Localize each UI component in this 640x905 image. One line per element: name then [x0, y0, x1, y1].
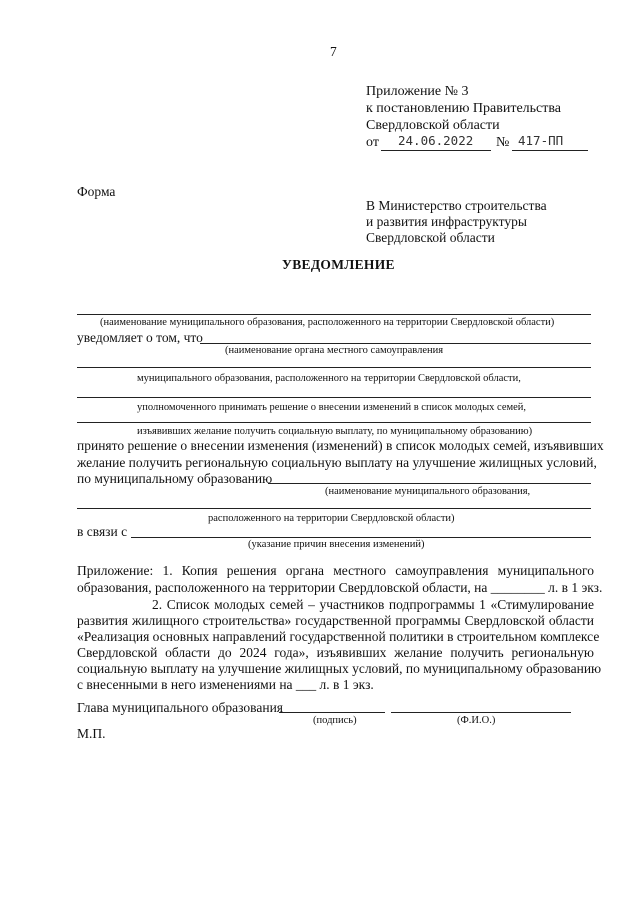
authority-field-line: [200, 343, 591, 344]
reason-field-line: [131, 537, 591, 538]
addressee-line1: В Министерство строительства: [366, 198, 547, 213]
attachment-2-line-4: Свердловской области до 2024 года», изъявивших желание получить региональную: [77, 645, 594, 660]
head-label: Глава муниципального образования: [77, 700, 284, 715]
appendix-number: 417-ПП: [518, 133, 564, 148]
date-underline: [381, 150, 491, 151]
hint-authority-families: изъявивших желание получить социальную выплату, по муниципальному образованию): [137, 426, 533, 437]
authority-field-line-4: [77, 422, 591, 423]
appendix-line3: Свердловской области: [366, 118, 500, 133]
hint-decision-territory: расположенного на территории Свердловской области): [208, 513, 455, 524]
hint-authority-territory: муниципального образования, расположенного на территории Свердловской области,: [137, 373, 521, 384]
decision-municipality-line: [268, 483, 591, 484]
hint-full-name: (Ф.И.О.): [457, 715, 496, 726]
attachment-2-line-5: социальную выплату на улучшение жилищных условий, по муниципальному образованию: [77, 661, 602, 676]
authority-field-line-2: [77, 367, 591, 368]
document-title: УВЕДОМЛЕНИЕ: [282, 257, 395, 272]
number-underline: [512, 150, 588, 151]
decision-municipality-line-2: [77, 508, 591, 509]
reason-prefix: в связи с: [77, 524, 128, 539]
name-line: [391, 712, 571, 713]
municipality-field-line: [77, 314, 591, 315]
hint-authority-name: (наименование органа местного самоуправления: [225, 345, 444, 356]
decision-line-2: желание получить региональную социальную выплату на улучшение жилищных условий,: [77, 455, 597, 470]
appendix-line2: к постановлению Правительства: [366, 101, 562, 116]
decision-line-1: принято решение о внесении изменения (изменений) в список молодых семей, изъявивших: [77, 438, 604, 453]
hint-reason: (указание причин внесения изменений): [248, 539, 425, 550]
attachment-1-line-2: образования, расположенного на территории Свердловской области, на ________ л. в 1 экз.: [77, 580, 603, 595]
signature-line: [279, 712, 385, 713]
attachment-2-line-3: «Реализация основных направлений государственной политики в строительном комплексе: [77, 629, 600, 644]
attachment-2-line-1: 2. Список молодых семей – участников подпрограммы 1 «Стимулирование: [152, 597, 594, 612]
attachment-1-line-1: Приложение: 1. Копия решения органа местного самоуправления муниципального: [77, 563, 594, 578]
attachment-2-line-6: с внесенными в него изменениями на ___ л. в 1 экз.: [77, 677, 374, 692]
page-number: 7: [330, 44, 337, 59]
hint-decision-municipality: (наименование муниципального образования,: [325, 486, 531, 497]
seal-label: М.П.: [77, 726, 106, 741]
appendix-date-prefix: от: [366, 135, 379, 150]
appendix-date: 24.06.2022: [398, 133, 474, 148]
hint-signature: (подпись): [313, 715, 357, 726]
hint-municipality-name: (наименование муниципального образования, расположенного на территории Свердловской области): [100, 317, 555, 328]
attachment-2-line-2: развития жилищного строительства» государственной программы Свердловской области: [77, 613, 594, 628]
appendix-number-prefix: №: [496, 135, 510, 150]
appendix-line1: Приложение № 3: [366, 84, 469, 99]
authority-field-line-3: [77, 397, 591, 398]
decision-line-3: по муниципальному образованию: [77, 471, 273, 486]
addressee-line2: и развития инфраструктуры: [366, 214, 527, 229]
addressee-line3: Свердловской области: [366, 230, 495, 245]
notify-prefix: уведомляет о том, что: [77, 330, 203, 345]
hint-authority-powers: уполномоченного принимать решение о внесении изменений в список молодых семей,: [137, 402, 527, 413]
form-label: Форма: [77, 184, 116, 199]
